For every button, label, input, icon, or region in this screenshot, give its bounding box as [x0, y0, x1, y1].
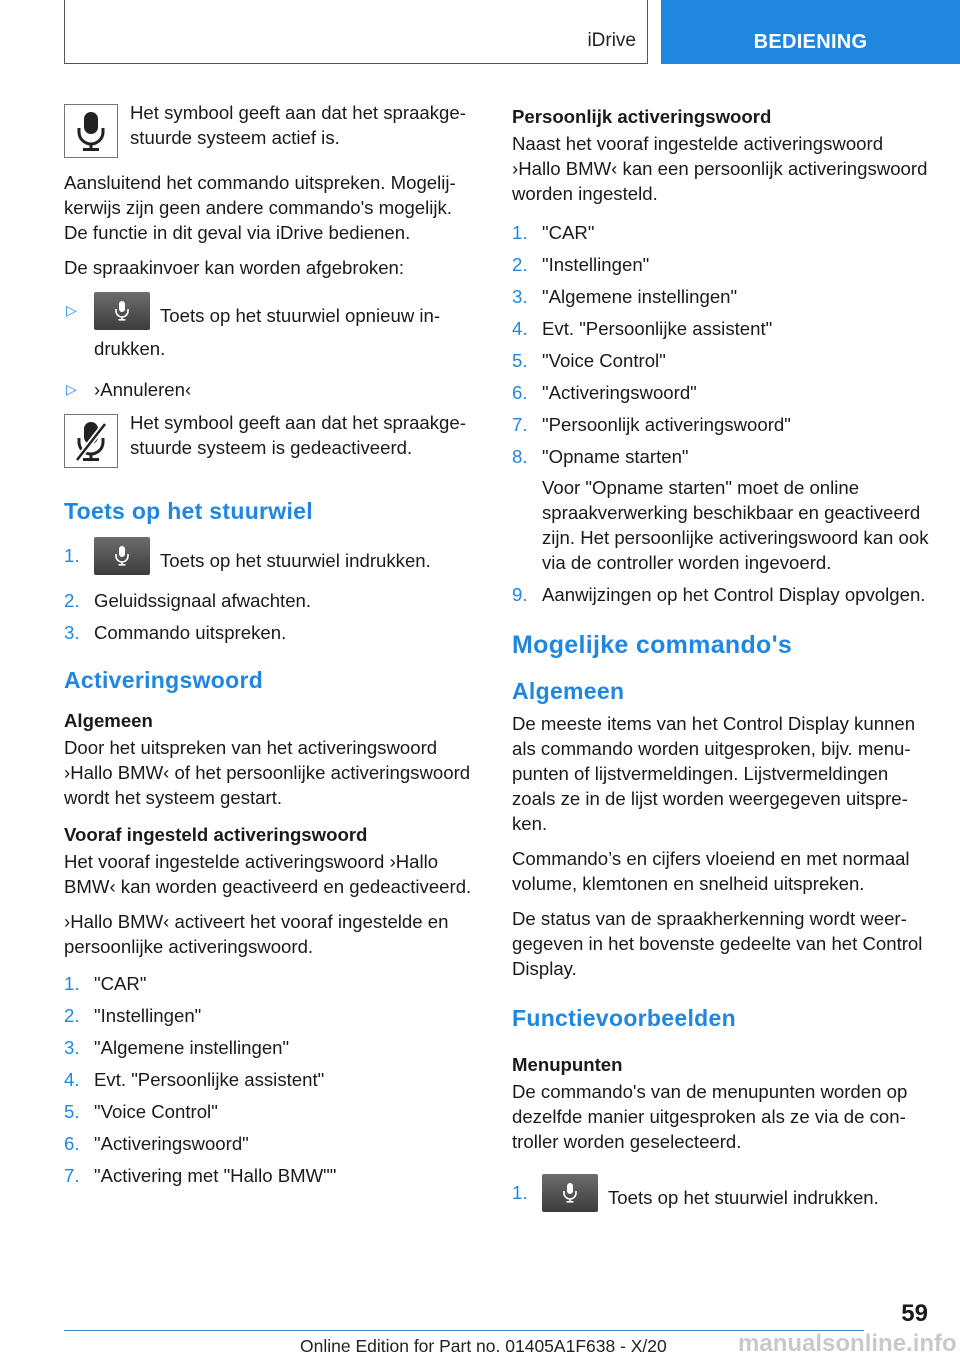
- list-item: [512, 380, 932, 405]
- header-chapter: iDrive: [587, 30, 636, 51]
- steering-voice-button-icon: [542, 1174, 598, 1212]
- step-text: Commando uitspreken.: [94, 622, 287, 643]
- list-item: [64, 1003, 478, 1028]
- list-item: [64, 1131, 478, 1156]
- step-number: 4.: [64, 1069, 80, 1090]
- step-number: 1.: [64, 973, 80, 994]
- step-number: 8.: [512, 446, 528, 467]
- step-text: "Opname starten": [542, 446, 689, 467]
- step-number: 1.: [512, 222, 528, 243]
- subheading-vooraf: Vooraf ingesteld activeringswoord: [64, 824, 368, 845]
- list-item: [64, 620, 478, 645]
- footer-edition: Online Edition for Part no. 01405A1F638 - X/20: [300, 1336, 667, 1356]
- heading-mogelijke-commandos: Mogelijke commando's: [512, 631, 793, 659]
- step-number: 2.: [64, 1005, 80, 1026]
- step-text: "CAR": [542, 222, 595, 243]
- step-text: Toets op het stuurwiel indrukken.: [160, 549, 431, 571]
- step-number: 3.: [512, 286, 528, 307]
- bullet-text: ›Annuleren‹: [94, 379, 192, 400]
- list-item: [512, 252, 932, 277]
- step-text: "Algemene instellingen": [94, 1037, 290, 1058]
- note-active-text: Het symbool geeft aan dat het spraakgestuurde systeem actief is.: [130, 102, 466, 148]
- steering-voice-button-icon: [94, 537, 150, 575]
- list-item: [512, 1180, 932, 1218]
- list-item: [64, 377, 478, 402]
- step-text: "Persoonlijk activeringswoord": [542, 414, 791, 435]
- step-number: 7.: [512, 414, 528, 435]
- step-text: Evt. "Persoonlijke assistent": [542, 318, 773, 339]
- step-number: 7.: [64, 1165, 80, 1186]
- step-text: "Instellingen": [94, 1005, 202, 1026]
- heading-toets: Toets op het stuurwiel: [64, 498, 313, 524]
- paragraph: Het vooraf ingestelde activeringswoord ›Hallo BMW‹ kan worden geactiveerd en gedeactiveerd.: [64, 851, 472, 897]
- list-item: [512, 284, 932, 309]
- list-item: [512, 582, 932, 607]
- list-item: [512, 444, 932, 575]
- paragraph: Aansluitend het commando uitspreken. Mogelijkerwijs zijn geen andere commando's mogelijk. De functie in dit geval via iDrive bedienen.: [64, 172, 456, 243]
- step-text: "Voice Control": [542, 350, 666, 371]
- paragraph: Commando’s en cijfers vloeiend en met normaal volume, klemtonen en snelheid uitspreken.: [512, 848, 910, 894]
- page-number: 59: [901, 1300, 928, 1327]
- step-text: "CAR": [94, 973, 147, 994]
- paragraph: De status van de spraakherkenning wordt weergegeven in het bovenste gedeelte van het Control Display.: [512, 908, 923, 979]
- toets-steps: [64, 543, 478, 645]
- list-item: [512, 348, 932, 373]
- functie-steps: [512, 1180, 932, 1218]
- microphone-off-icon: [64, 414, 118, 468]
- persoonlijk-steps: [512, 220, 932, 607]
- step-number: 3.: [64, 1037, 80, 1058]
- step-number: 5.: [512, 350, 528, 371]
- subheading-persoonlijk: Persoonlijk activeringswoord: [512, 106, 772, 127]
- note-active: [64, 100, 478, 158]
- step-number: 6.: [512, 382, 528, 403]
- list-item: [64, 588, 478, 613]
- list-item: [512, 316, 932, 341]
- paragraph: Door het uitspreken van het activeringswoord ›Hallo BMW‹ of het persoonlijke activeringswoord wordt het systeem gestart.: [64, 737, 471, 808]
- list-item: [64, 971, 478, 996]
- paragraph: De commando's van de menupunten worden op dezelfde manier uitgesproken als ze via de controller worden geselecteerd.: [512, 1081, 908, 1152]
- header-section: BEDIENING: [661, 0, 960, 64]
- heading-functievoorbeelden: Functievoorbeelden: [512, 1005, 736, 1031]
- step-number: 9.: [512, 584, 528, 605]
- bullet-triangle: ▷: [66, 381, 77, 397]
- paragraph: De meeste items van het Control Display kunnen als commando worden uitgesproken, bijv. menupunten of lijstvermeldingen. Lijstvermeldingen zoals ze in de lijst worden weergegeven uitspreken.: [512, 713, 916, 834]
- step-text: "Voice Control": [94, 1101, 218, 1122]
- paragraph: ›Hallo BMW‹ activeert het vooraf ingestelde en persoonlijke activeringswoord.: [64, 911, 449, 957]
- step-text: Evt. "Persoonlijke assistent": [94, 1069, 325, 1090]
- bullet-triangle: ▷: [66, 302, 77, 318]
- paragraph: De spraakinvoer kan worden afgebroken:: [64, 257, 405, 278]
- note-inactive-text: Het symbool geeft aan dat het spraakgestuurde systeem is gedeactiveerd.: [130, 412, 466, 458]
- bullet-text: Toets op het stuurwiel opnieuw indrukken.: [94, 304, 441, 359]
- step-number: 6.: [64, 1133, 80, 1154]
- right-column: [512, 100, 932, 1228]
- step-number: 2.: [64, 590, 80, 611]
- list-item: [64, 1163, 478, 1188]
- step-text: Aanwijzingen op het Control Display opvolgen.: [542, 584, 926, 605]
- step-text: Geluidssignaal afwachten.: [94, 590, 312, 611]
- step-number: 1.: [512, 1182, 528, 1203]
- step-text: Toets op het stuurwiel indrukken.: [608, 1186, 879, 1208]
- step-number: 4.: [512, 318, 528, 339]
- step-number: 5.: [64, 1101, 80, 1122]
- watermark: manualsonline.info: [738, 1330, 957, 1357]
- step-number: 3.: [64, 622, 80, 643]
- list-item: [64, 543, 478, 581]
- step-text: "Algemene instellingen": [542, 286, 738, 307]
- step-number: 1.: [64, 545, 80, 566]
- microphone-icon: [64, 104, 118, 158]
- steering-voice-button-icon: [94, 292, 150, 330]
- list-item: [64, 1035, 478, 1060]
- heading-activeringswoord: Activeringswoord: [64, 667, 264, 693]
- vooraf-steps: [64, 971, 478, 1188]
- step-number: 2.: [512, 254, 528, 275]
- paragraph: Naast het vooraf ingestelde activeringswoord ›Hallo BMW‹ kan een persoonlijk activeringswoord worden ingesteld.: [512, 133, 928, 204]
- heading-algemeen: Algemeen: [512, 678, 625, 704]
- list-item: [64, 298, 478, 361]
- step-text: "Instellingen": [542, 254, 650, 275]
- list-item: [512, 220, 932, 245]
- step-text: "Activeringswoord": [94, 1133, 249, 1154]
- header-frame: [64, 0, 648, 64]
- step-text: "Activering met "Hallo BMW"": [94, 1165, 337, 1186]
- step-text: "Activeringswoord": [542, 382, 697, 403]
- step-note: Voor "Opname starten" moet de online spraakverwerking beschikbaar en geactiveerd zijn. Het persoonlijke activeringswoord kan ook via de controller worden ingevoerd.: [542, 477, 929, 573]
- left-column: [64, 100, 478, 1198]
- list-item: [64, 1067, 478, 1092]
- note-inactive: [64, 410, 478, 468]
- subheading-menupunten: Menupunten: [512, 1054, 623, 1075]
- list-item: [512, 412, 932, 437]
- list-item: [64, 1099, 478, 1124]
- cancel-options-list: [64, 298, 478, 402]
- subheading-algemeen: Algemeen: [64, 710, 153, 731]
